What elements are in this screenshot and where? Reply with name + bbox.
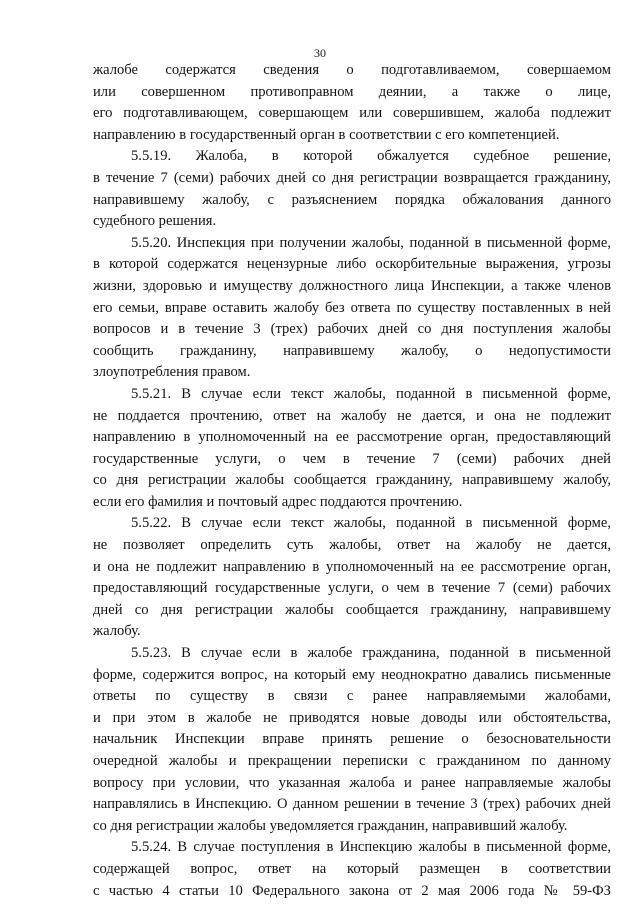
text-line: если его фамилия и почтовый адрес поддаются прочтению. [93, 493, 463, 510]
text-line: ответы по существу в связи с ранее направляемыми жалобами, [93, 688, 611, 705]
text-line: направлению в уполномоченный на ее рассмотрение орган, предоставляющий [93, 429, 611, 446]
text-line: вопросу при условии, что указанная жалоба и ранее направляемые жалобы [93, 774, 611, 791]
text-line: начальник Инспекции вправе принять решение о безосновательности [93, 731, 611, 748]
text-line: жизни, здоровью и имуществу должностного лица Инспекции, а также членов [93, 277, 611, 294]
text-line: сообщить гражданину, направившему жалобу, о недопустимости [93, 342, 611, 359]
text-line: не позволяет определить суть жалобы, ответ на жалобу не дается, [93, 537, 611, 554]
text-line: со дня регистрации жалобы сообщается гражданину, направившему жалобу, [93, 472, 611, 489]
text-line: в течение 7 (семи) рабочих дней со дня регистрации возвращается гражданину, [93, 169, 611, 186]
text-line: с частью 4 статьи 10 Федерального закона от 2 мая 2006 года № 59-ФЗ [93, 882, 611, 899]
text-line: форме, содержится вопрос, на который ему неоднократно давались письменные [93, 666, 611, 683]
text-line: предоставляющий государственные услуги, о чем в течение 7 (семи) рабочих [93, 580, 611, 597]
paragraph-5-5-19-start: 5.5.19. Жалоба, в которой обжалуется судебное решение, [131, 148, 611, 165]
text-line: направлялись в Инспекцию. О данном решении в течение 3 (трех) рабочих дней [93, 796, 611, 813]
text-line: содержащей вопрос, ответ на который размещен в соответствии [93, 860, 611, 877]
text-line: его подготавливающем, совершающем или совершившем, жалоба подлежит [93, 105, 611, 122]
text-line: злоупотребления правом. [93, 364, 251, 381]
text-line: жалобу. [93, 623, 141, 640]
text-line: и она не подлежит направлению в уполномоченный на ее рассмотрение орган, [93, 558, 611, 575]
text-line: со дня регистрации жалобы уведомляется гражданин, направивший жалобу. [93, 817, 568, 834]
paragraph-5-5-21-start: 5.5.21. В случае если текст жалобы, поданной в письменной форме, [131, 385, 611, 402]
text-line: жалобе содержатся сведения о подготавливаемом, совершаемом [93, 62, 611, 78]
page-number: 30 [314, 46, 326, 60]
text-line: очередной жалобы и прекращении переписки с гражданином по данному [93, 753, 611, 769]
paragraph-5-5-23-start: 5.5.23. В случае если в жалобе гражданина, поданной в письменной [131, 645, 611, 662]
paragraph-5-5-20-start: 5.5.20. Инспекция при получении жалобы, поданной в письменной форме, [131, 234, 611, 251]
text-line: государственные услуги, о чем в течение 7 (семи) рабочих дней [93, 450, 611, 467]
text-line: и при этом в жалобе не приводятся новые доводы или обстоятельства, [93, 709, 611, 726]
text-line: вопросов и в течение 3 (трех) рабочих дней со дня поступления жалобы [93, 321, 611, 338]
text-line: судебного решения. [93, 213, 217, 230]
text-line: направлению в государственный орган в соответствии с его компетенцией. [93, 126, 560, 143]
text-line: в которой содержатся нецензурные либо оскорбительные выражения, угрозы [93, 256, 611, 273]
text-line: или совершенном противоправном деянии, а также о лице, [93, 83, 611, 100]
text-line: направившему жалобу, с разъяснением порядка обжалования данного [93, 191, 611, 208]
text-line: его семьи, вправе оставить жалобу без ответа по существу поставленных в ней [93, 299, 611, 316]
text-line: не поддается прочтению, ответ на жалобу не дается, и она не подлежит [93, 407, 611, 424]
text-line: дней со дня регистрации жалобы сообщается гражданину, направившему [93, 601, 611, 618]
paragraph-5-5-22-start: 5.5.22. В случае если текст жалобы, поданной в письменной форме, [131, 515, 611, 532]
paragraph-5-5-24-start: 5.5.24. В случае поступления в Инспекцию жалобы в письменной форме, [131, 839, 611, 856]
document-body [93, 60, 611, 902]
